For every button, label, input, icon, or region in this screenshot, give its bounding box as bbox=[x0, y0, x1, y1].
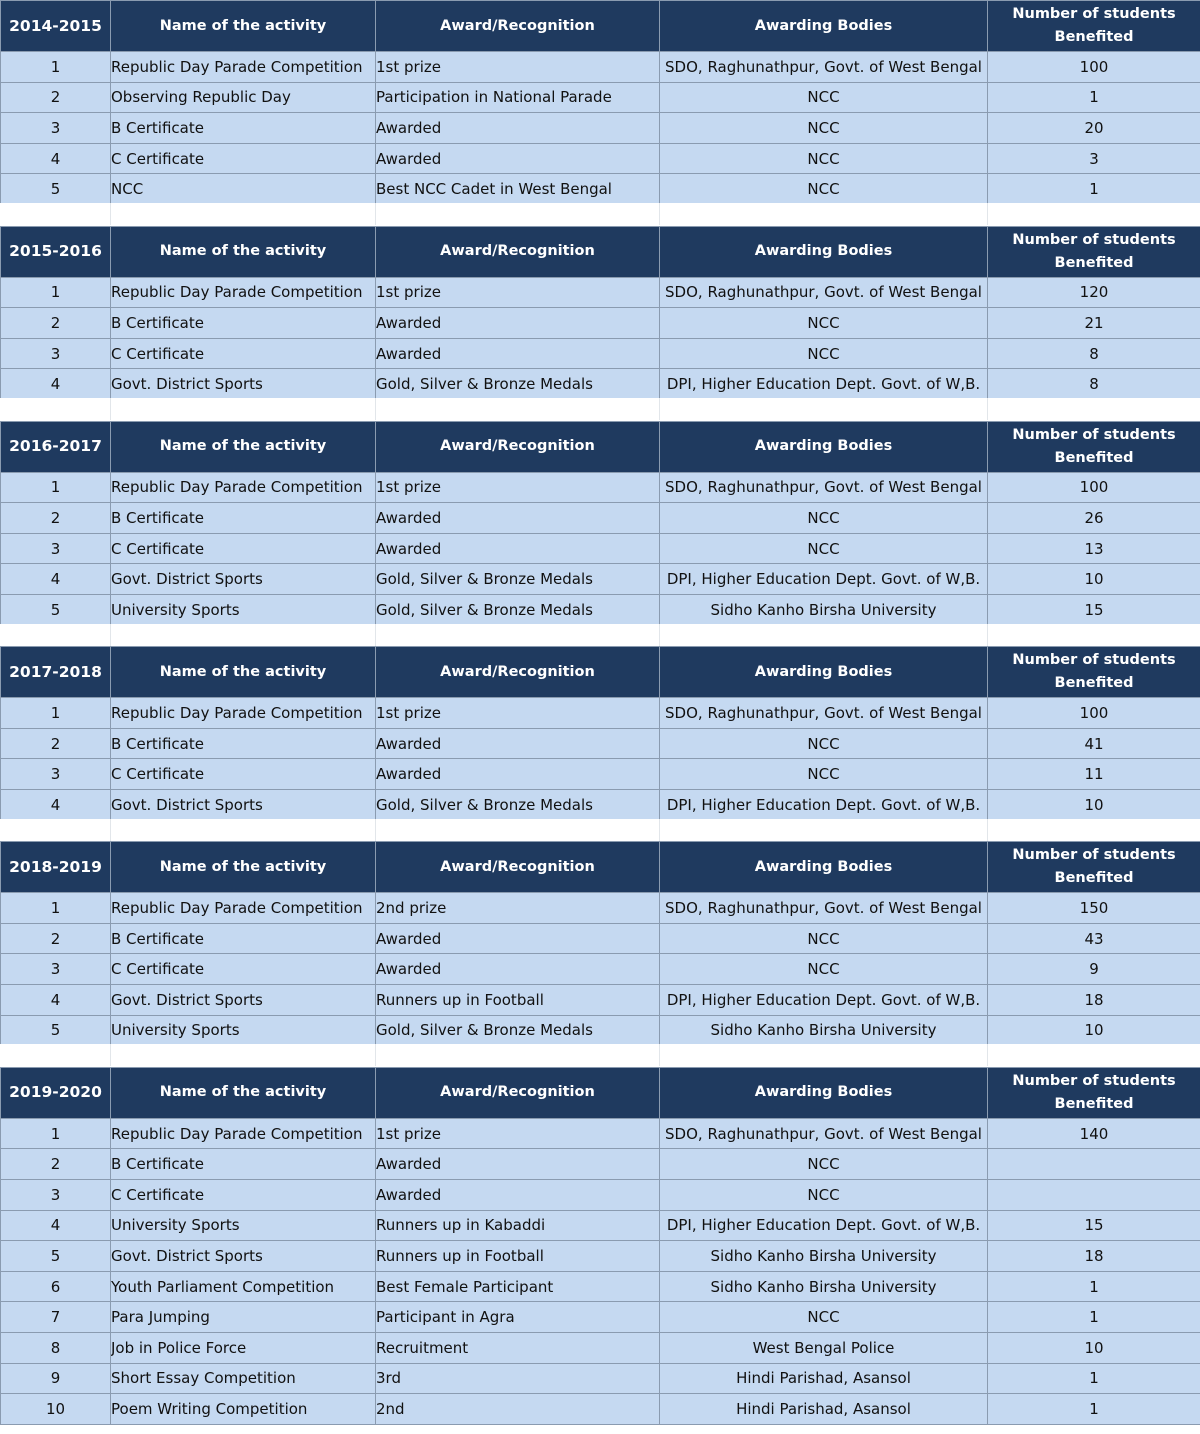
header-count-line2: Benefited bbox=[1054, 29, 1134, 45]
awarding-body-cell: Sidho Kanho Birsha University bbox=[660, 1271, 988, 1302]
award-cell: Awarded bbox=[376, 308, 660, 339]
year-label: 2015-2016 bbox=[1, 226, 111, 277]
students-count-cell bbox=[988, 1149, 1200, 1180]
header-awarding-bodies: Awarding Bodies bbox=[660, 421, 988, 472]
row-number: 2 bbox=[1, 1149, 111, 1180]
table-row bbox=[1, 1363, 1200, 1394]
students-count-cell: 10 bbox=[988, 1332, 1200, 1363]
activity-cell: C Certificate bbox=[111, 143, 376, 174]
row-number: 4 bbox=[1, 789, 111, 820]
students-count-cell: 43 bbox=[988, 923, 1200, 954]
table-row bbox=[1, 1210, 1200, 1241]
activity-cell: C Certificate bbox=[111, 1179, 376, 1210]
students-count-cell: 1 bbox=[988, 1302, 1200, 1333]
awarding-body-cell: NCC bbox=[660, 113, 988, 144]
table-row bbox=[1, 594, 1200, 625]
activity-cell: Republic Day Parade Competition bbox=[111, 1118, 376, 1149]
header-students-benefited bbox=[988, 1, 1200, 52]
students-count-cell: 18 bbox=[988, 984, 1200, 1015]
award-cell: 1st prize bbox=[376, 698, 660, 729]
table-row bbox=[1, 1302, 1200, 1333]
activity-cell: Republic Day Parade Competition bbox=[111, 472, 376, 503]
row-number: 1 bbox=[1, 52, 111, 83]
header-activity: Name of the activity bbox=[111, 1067, 376, 1118]
students-count-cell bbox=[988, 1179, 1200, 1210]
header-count-line1: Number of students bbox=[1012, 6, 1176, 22]
awarding-body-cell: DPI, Higher Education Dept. Govt. of W,B. bbox=[660, 984, 988, 1015]
row-number: 9 bbox=[1, 1363, 111, 1394]
award-cell: Gold, Silver & Bronze Medals bbox=[376, 789, 660, 820]
students-count-cell: 26 bbox=[988, 503, 1200, 534]
awarding-body-cell: SDO, Raghunathpur, Govt. of West Bengal bbox=[660, 472, 988, 503]
awarding-body-cell: SDO, Raghunathpur, Govt. of West Bengal bbox=[660, 277, 988, 308]
awarding-body-cell: Hindi Parishad, Asansol bbox=[660, 1363, 988, 1394]
activity-cell: Govt. District Sports bbox=[111, 564, 376, 595]
activity-cell: C Certificate bbox=[111, 759, 376, 790]
table-row bbox=[1, 759, 1200, 790]
awarding-body-cell: Sidho Kanho Birsha University bbox=[660, 594, 988, 625]
row-number: 5 bbox=[1, 1015, 111, 1046]
header-award: Award/Recognition bbox=[376, 647, 660, 698]
row-number: 1 bbox=[1, 893, 111, 924]
students-count-cell: 13 bbox=[988, 533, 1200, 564]
table-header bbox=[1, 647, 1200, 698]
students-count-cell: 1 bbox=[988, 82, 1200, 113]
spacer-row bbox=[0, 1044, 1200, 1066]
students-count-cell: 10 bbox=[988, 1015, 1200, 1046]
table-row bbox=[1, 923, 1200, 954]
table-row bbox=[1, 698, 1200, 729]
year-table-2017-2018 bbox=[0, 646, 1200, 820]
header-count-line1: Number of students bbox=[1012, 231, 1176, 248]
award-cell: 1st prize bbox=[376, 277, 660, 308]
table-row bbox=[1, 1149, 1200, 1180]
header-count-line2: Benefited bbox=[1054, 254, 1134, 271]
awarding-body-cell: NCC bbox=[660, 503, 988, 534]
students-count-cell: 100 bbox=[988, 698, 1200, 729]
award-cell: 1st prize bbox=[376, 472, 660, 503]
awarding-body-cell: SDO, Raghunathpur, Govt. of West Bengal bbox=[660, 893, 988, 924]
year-label: 2019-2020 bbox=[1, 1067, 111, 1118]
awarding-body-cell: NCC bbox=[660, 143, 988, 174]
students-count-cell: 18 bbox=[988, 1241, 1200, 1272]
header-count-line1: Number of students bbox=[1012, 426, 1176, 443]
table-row bbox=[1, 277, 1200, 308]
table-row bbox=[1, 369, 1200, 400]
activity-cell: University Sports bbox=[111, 594, 376, 625]
table-row bbox=[1, 174, 1200, 205]
activity-cell: Republic Day Parade Competition bbox=[111, 698, 376, 729]
students-count-cell: 3 bbox=[988, 143, 1200, 174]
students-count-cell: 1 bbox=[988, 1271, 1200, 1302]
header-activity: Name of the activity bbox=[111, 647, 376, 698]
activity-cell: Para Jumping bbox=[111, 1302, 376, 1333]
activity-cell: Youth Parliament Competition bbox=[111, 1271, 376, 1302]
header-count-line2: Benefited bbox=[1054, 449, 1134, 466]
awarding-body-cell: DPI, Higher Education Dept. Govt. of W,B. bbox=[660, 369, 988, 400]
row-number: 2 bbox=[1, 308, 111, 339]
row-number: 5 bbox=[1, 1241, 111, 1272]
header-award: Award/Recognition bbox=[376, 1067, 660, 1118]
award-cell: Runners up in Kabaddi bbox=[376, 1210, 660, 1241]
spacer-row bbox=[0, 398, 1200, 420]
students-count-cell: 41 bbox=[988, 728, 1200, 759]
activity-cell: Govt. District Sports bbox=[111, 984, 376, 1015]
activity-cell: Republic Day Parade Competition bbox=[111, 52, 376, 83]
students-count-cell: 1 bbox=[988, 174, 1200, 205]
award-cell: Gold, Silver & Bronze Medals bbox=[376, 1015, 660, 1046]
awarding-body-cell: NCC bbox=[660, 82, 988, 113]
activity-cell: Republic Day Parade Competition bbox=[111, 277, 376, 308]
awarding-body-cell: SDO, Raghunathpur, Govt. of West Bengal bbox=[660, 1118, 988, 1149]
students-count-cell: 21 bbox=[988, 308, 1200, 339]
students-count-cell: 9 bbox=[988, 954, 1200, 985]
awarding-body-cell: SDO, Raghunathpur, Govt. of West Bengal bbox=[660, 698, 988, 729]
award-cell: Best Female Participant bbox=[376, 1271, 660, 1302]
award-cell: Gold, Silver & Bronze Medals bbox=[376, 594, 660, 625]
row-number: 2 bbox=[1, 923, 111, 954]
table-row bbox=[1, 308, 1200, 339]
activity-cell: Observing Republic Day bbox=[111, 82, 376, 113]
students-count-cell: 1 bbox=[988, 1363, 1200, 1394]
award-cell: Recruitment bbox=[376, 1332, 660, 1363]
award-cell: Awarded bbox=[376, 923, 660, 954]
table-row bbox=[1, 533, 1200, 564]
award-cell: Participant in Agra bbox=[376, 1302, 660, 1333]
header-activity: Name of the activity bbox=[111, 226, 376, 277]
header-students-benefited bbox=[988, 842, 1200, 893]
activity-cell: C Certificate bbox=[111, 533, 376, 564]
header-award: Award/Recognition bbox=[376, 1, 660, 52]
table-row bbox=[1, 52, 1200, 83]
row-number: 1 bbox=[1, 472, 111, 503]
table-row bbox=[1, 1271, 1200, 1302]
activity-cell: C Certificate bbox=[111, 954, 376, 985]
header-students-benefited bbox=[988, 1067, 1200, 1118]
award-cell: 2nd bbox=[376, 1394, 660, 1425]
year-table-2014-2015 bbox=[0, 0, 1200, 205]
table-header bbox=[1, 842, 1200, 893]
header-award: Award/Recognition bbox=[376, 842, 660, 893]
row-number: 6 bbox=[1, 1271, 111, 1302]
table-row bbox=[1, 1394, 1200, 1425]
award-cell: 1st prize bbox=[376, 52, 660, 83]
awarding-body-cell: NCC bbox=[660, 1179, 988, 1210]
table-row bbox=[1, 789, 1200, 820]
award-cell: Awarded bbox=[376, 1179, 660, 1210]
awarding-body-cell: DPI, Higher Education Dept. Govt. of W,B. bbox=[660, 1210, 988, 1241]
header-activity: Name of the activity bbox=[111, 842, 376, 893]
awarding-body-cell: NCC bbox=[660, 923, 988, 954]
table-row bbox=[1, 984, 1200, 1015]
spacer-row bbox=[0, 203, 1200, 225]
awarding-body-cell: NCC bbox=[660, 1302, 988, 1333]
row-number: 3 bbox=[1, 1179, 111, 1210]
header-awarding-bodies: Awarding Bodies bbox=[660, 226, 988, 277]
table-row bbox=[1, 82, 1200, 113]
table-row bbox=[1, 143, 1200, 174]
year-table-2019-2020 bbox=[0, 1067, 1200, 1425]
row-number: 3 bbox=[1, 338, 111, 369]
awarding-body-cell: NCC bbox=[660, 174, 988, 205]
year-label: 2018-2019 bbox=[1, 842, 111, 893]
table-row bbox=[1, 1241, 1200, 1272]
header-count-line1: Number of students bbox=[1012, 847, 1176, 864]
students-count-cell: 10 bbox=[988, 789, 1200, 820]
table-row bbox=[1, 893, 1200, 924]
activity-cell: C Certificate bbox=[111, 338, 376, 369]
header-award: Award/Recognition bbox=[376, 226, 660, 277]
activity-cell: Republic Day Parade Competition bbox=[111, 893, 376, 924]
row-number: 10 bbox=[1, 1394, 111, 1425]
awarding-body-cell: Sidho Kanho Birsha University bbox=[660, 1015, 988, 1046]
year-table-2016-2017 bbox=[0, 421, 1200, 626]
activity-cell: B Certificate bbox=[111, 503, 376, 534]
awarding-body-cell: NCC bbox=[660, 759, 988, 790]
row-number: 2 bbox=[1, 82, 111, 113]
award-cell: 1st prize bbox=[376, 1118, 660, 1149]
header-students-benefited bbox=[988, 226, 1200, 277]
row-number: 1 bbox=[1, 277, 111, 308]
award-cell: Awarded bbox=[376, 759, 660, 790]
table-row bbox=[1, 338, 1200, 369]
awarding-body-cell: DPI, Higher Education Dept. Govt. of W,B. bbox=[660, 564, 988, 595]
award-cell: Awarded bbox=[376, 1149, 660, 1180]
row-number: 4 bbox=[1, 1210, 111, 1241]
row-number: 4 bbox=[1, 369, 111, 400]
award-cell: 2nd prize bbox=[376, 893, 660, 924]
awarding-body-cell: NCC bbox=[660, 533, 988, 564]
students-count-cell: 15 bbox=[988, 594, 1200, 625]
activity-cell: Govt. District Sports bbox=[111, 1241, 376, 1272]
awarding-body-cell: NCC bbox=[660, 308, 988, 339]
row-number: 7 bbox=[1, 1302, 111, 1333]
table-row bbox=[1, 113, 1200, 144]
table-row bbox=[1, 472, 1200, 503]
students-count-cell: 1 bbox=[988, 1394, 1200, 1425]
award-cell: Awarded bbox=[376, 728, 660, 759]
header-award: Award/Recognition bbox=[376, 421, 660, 472]
header-count-line1: Number of students bbox=[1012, 1072, 1176, 1089]
table-header bbox=[1, 1, 1200, 52]
awarding-body-cell: NCC bbox=[660, 728, 988, 759]
activity-cell: Poem Writing Competition bbox=[111, 1394, 376, 1425]
row-number: 2 bbox=[1, 503, 111, 534]
activity-cell: B Certificate bbox=[111, 728, 376, 759]
row-number: 8 bbox=[1, 1332, 111, 1363]
awarding-body-cell: West Bengal Police bbox=[660, 1332, 988, 1363]
header-students-benefited bbox=[988, 421, 1200, 472]
table-row bbox=[1, 503, 1200, 534]
header-count-line2: Benefited bbox=[1054, 870, 1134, 887]
row-number: 3 bbox=[1, 759, 111, 790]
students-count-cell: 11 bbox=[988, 759, 1200, 790]
award-cell: Awarded bbox=[376, 954, 660, 985]
spacer-row bbox=[0, 624, 1200, 646]
award-cell: Awarded bbox=[376, 533, 660, 564]
year-table-2015-2016 bbox=[0, 226, 1200, 400]
row-number: 5 bbox=[1, 174, 111, 205]
award-cell: Runners up in Football bbox=[376, 984, 660, 1015]
table-row bbox=[1, 954, 1200, 985]
table-row bbox=[1, 1118, 1200, 1149]
activity-cell: Govt. District Sports bbox=[111, 789, 376, 820]
table-row bbox=[1, 1179, 1200, 1210]
header-students-benefited bbox=[988, 647, 1200, 698]
award-cell: Awarded bbox=[376, 338, 660, 369]
activity-cell: University Sports bbox=[111, 1015, 376, 1046]
table-header bbox=[1, 1067, 1200, 1118]
row-number: 4 bbox=[1, 564, 111, 595]
awarding-body-cell: NCC bbox=[660, 954, 988, 985]
header-count-line2: Benefited bbox=[1054, 1095, 1134, 1112]
row-number: 1 bbox=[1, 698, 111, 729]
activity-cell: B Certificate bbox=[111, 308, 376, 339]
row-number: 2 bbox=[1, 728, 111, 759]
row-number: 3 bbox=[1, 533, 111, 564]
activity-cell: B Certificate bbox=[111, 1149, 376, 1180]
row-number: 4 bbox=[1, 984, 111, 1015]
students-count-cell: 100 bbox=[988, 52, 1200, 83]
activity-cell: NCC bbox=[111, 174, 376, 205]
header-count-line2: Benefited bbox=[1054, 675, 1134, 692]
students-count-cell: 100 bbox=[988, 472, 1200, 503]
awarding-body-cell: Sidho Kanho Birsha University bbox=[660, 1241, 988, 1272]
row-number: 3 bbox=[1, 113, 111, 144]
table-header bbox=[1, 226, 1200, 277]
header-awarding-bodies: Awarding Bodies bbox=[660, 1, 988, 52]
year-table-2018-2019 bbox=[0, 841, 1200, 1046]
header-count-line1: Number of students bbox=[1012, 652, 1176, 669]
students-count-cell: 140 bbox=[988, 1118, 1200, 1149]
header-activity: Name of the activity bbox=[111, 1, 376, 52]
spacer-row bbox=[0, 819, 1200, 841]
students-count-cell: 8 bbox=[988, 338, 1200, 369]
header-awarding-bodies: Awarding Bodies bbox=[660, 647, 988, 698]
students-count-cell: 10 bbox=[988, 564, 1200, 595]
header-awarding-bodies: Awarding Bodies bbox=[660, 1067, 988, 1118]
row-number: 5 bbox=[1, 594, 111, 625]
awarding-body-cell: Hindi Parishad, Asansol bbox=[660, 1394, 988, 1425]
table-row bbox=[1, 1015, 1200, 1046]
award-cell: 3rd bbox=[376, 1363, 660, 1394]
award-cell: Best NCC Cadet in West Bengal bbox=[376, 174, 660, 205]
activity-cell: Job in Police Force bbox=[111, 1332, 376, 1363]
students-count-cell: 120 bbox=[988, 277, 1200, 308]
awarding-body-cell: NCC bbox=[660, 1149, 988, 1180]
students-count-cell: 150 bbox=[988, 893, 1200, 924]
table-row bbox=[1, 1332, 1200, 1363]
award-cell: Runners up in Football bbox=[376, 1241, 660, 1272]
activity-cell: University Sports bbox=[111, 1210, 376, 1241]
award-cell: Awarded bbox=[376, 503, 660, 534]
awarding-body-cell: DPI, Higher Education Dept. Govt. of W,B. bbox=[660, 789, 988, 820]
activity-cell: Short Essay Competition bbox=[111, 1363, 376, 1394]
header-activity: Name of the activity bbox=[111, 421, 376, 472]
year-label: 2014-2015 bbox=[1, 1, 111, 52]
row-number: 1 bbox=[1, 1118, 111, 1149]
students-count-cell: 8 bbox=[988, 369, 1200, 400]
table-row bbox=[1, 728, 1200, 759]
row-number: 3 bbox=[1, 954, 111, 985]
awarding-body-cell: NCC bbox=[660, 338, 988, 369]
award-cell: Awarded bbox=[376, 143, 660, 174]
table-row bbox=[1, 564, 1200, 595]
award-cell: Participation in National Parade bbox=[376, 82, 660, 113]
award-cell: Gold, Silver & Bronze Medals bbox=[376, 564, 660, 595]
year-label: 2016-2017 bbox=[1, 421, 111, 472]
activity-cell: B Certificate bbox=[111, 113, 376, 144]
students-count-cell: 20 bbox=[988, 113, 1200, 144]
award-cell: Awarded bbox=[376, 113, 660, 144]
students-count-cell: 15 bbox=[988, 1210, 1200, 1241]
awarding-body-cell: SDO, Raghunathpur, Govt. of West Bengal bbox=[660, 52, 988, 83]
table-header bbox=[1, 421, 1200, 472]
activity-cell: Govt. District Sports bbox=[111, 369, 376, 400]
row-number: 4 bbox=[1, 143, 111, 174]
header-awarding-bodies: Awarding Bodies bbox=[660, 842, 988, 893]
award-cell: Gold, Silver & Bronze Medals bbox=[376, 369, 660, 400]
activity-cell: B Certificate bbox=[111, 923, 376, 954]
year-label: 2017-2018 bbox=[1, 647, 111, 698]
